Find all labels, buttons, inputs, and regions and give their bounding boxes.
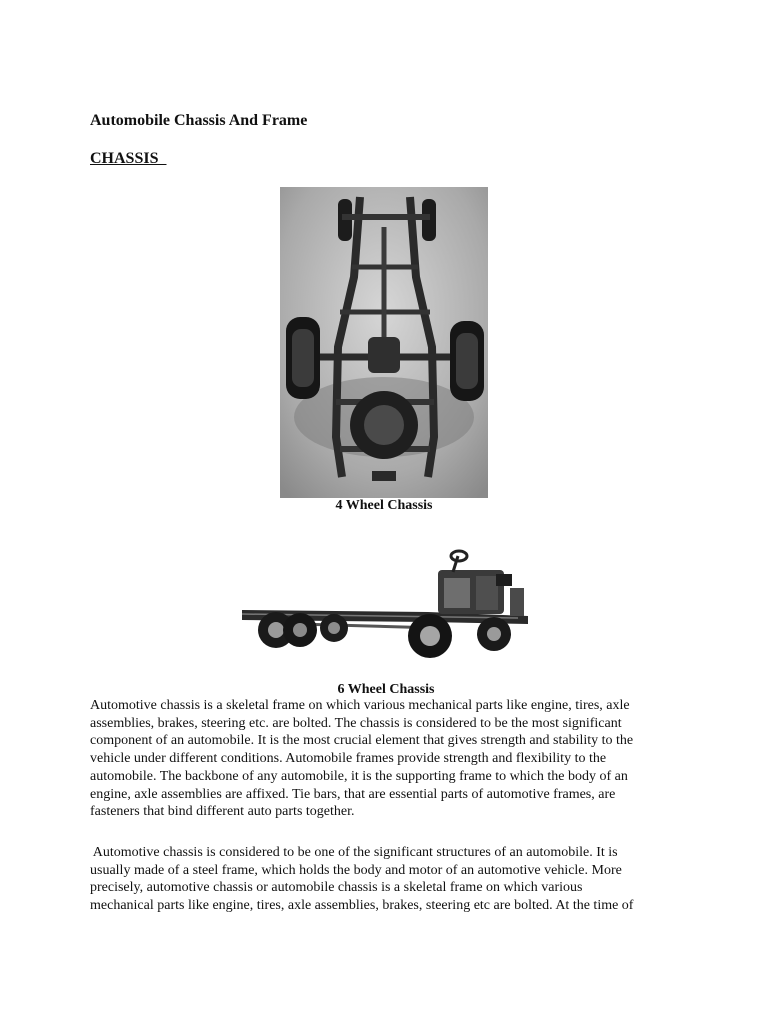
section-heading-chassis: CHASSIS — [90, 150, 167, 167]
paragraph-line: usually made of a steel frame, which holds the body and motor of an automotive vehicle. More — [90, 862, 622, 878]
paragraph-line: fasteners that bind different auto parts together. — [90, 804, 355, 820]
paragraph-line: mechanical parts like engine, tires, axle assemblies, brakes, steering etc are bolted. At the time of — [90, 898, 634, 914]
body-paragraph-1 — [90, 697, 690, 821]
paragraph-line: assemblies, brakes, steering etc. are bolted. The chassis is considered to be the most significant — [90, 715, 622, 731]
paragraph-line: Automotive chassis is a skeletal frame on which various mechanical parts like engine, tires, axle — [90, 698, 630, 713]
figure-caption-four-wheel: 4 Wheel Chassis — [335, 498, 433, 513]
paragraph-line: engine, axle assemblies are affixed. Tie bars, that are essential parts of automotive frames, are — [90, 786, 616, 802]
document-title: Automobile Chassis And Frame — [90, 112, 308, 129]
body-paragraph-2 — [90, 844, 690, 915]
paragraph-line: automobile. The backbone of any automobile, it is the supporting frame to which the body of an — [90, 768, 628, 784]
paragraph-line: component of an automobile. It is the most crucial element that gives strength and stability to the — [90, 733, 634, 749]
figure-caption-six-wheel: 6 Wheel Chassis — [337, 682, 435, 697]
paragraph-line: vehicle under different conditions. Automobile frames provide strength and flexibility to the — [90, 751, 607, 767]
four-wheel-chassis-image — [280, 187, 488, 498]
six-wheel-chassis-image — [238, 548, 534, 666]
paragraph-line: precisely, automotive chassis or automobile chassis is a skeletal frame on which various — [90, 880, 583, 896]
paragraph-line: Automotive chassis is considered to be one of the significant structures of an automobile. It is — [90, 845, 618, 860]
